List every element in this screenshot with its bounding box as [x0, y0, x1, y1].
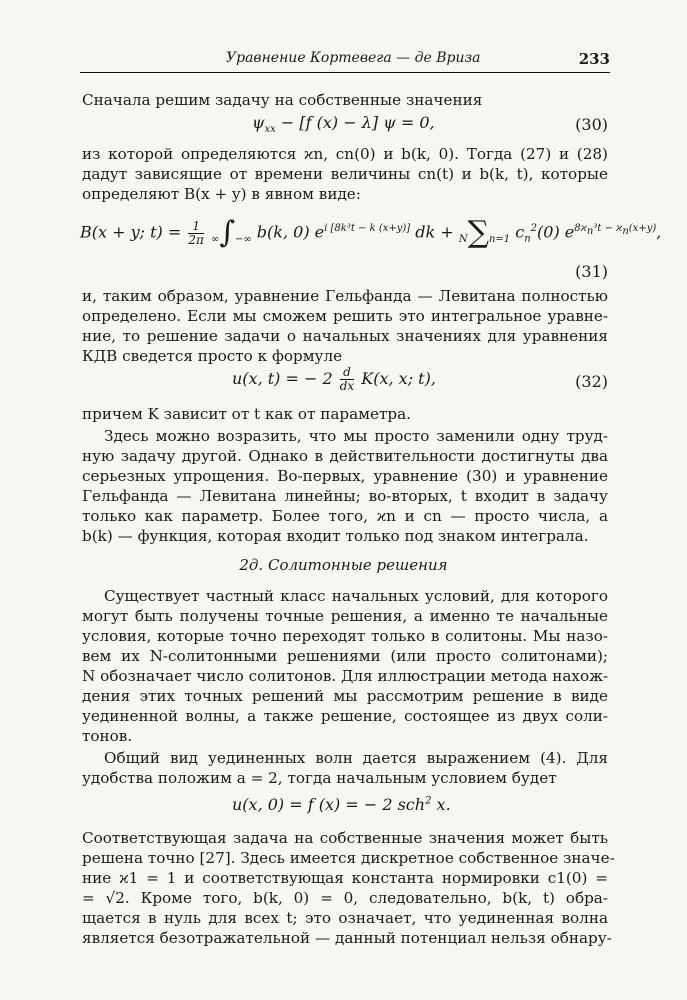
paragraph-line: уединенной волны, а также решение, состоящее из двух соли- — [82, 707, 608, 725]
paragraph-line: определено. Если мы сможем решить это интегральное уравне- — [82, 307, 608, 325]
paragraph-line: щается в нуль для всех t; это означает, что уединенная волна — [82, 909, 608, 927]
paragraph-line: дения этих точных решений мы рассмотрим решение в виде — [82, 687, 608, 705]
paragraph-line: Гельфанда — Левитана линейны; во-вторых, t входит в задачу — [82, 487, 608, 505]
paragraph-line: вем их N-солитонными решениями (или просто солитонами); — [82, 647, 608, 665]
equation-number-31: (31) — [575, 262, 608, 281]
paragraph-line: из которой определяются ϰn, cn(0) и b(k, 0). Тогда (27) и (28) — [82, 145, 608, 163]
paragraph-line: b(k) — функция, которая входит только под знаком интеграла. — [82, 527, 589, 545]
equation-number-32: (32) — [575, 372, 608, 391]
paragraph-line: Сначала решим задачу на собственные значения — [82, 91, 483, 109]
paragraph-line: Существует частный класс начальных условий, для которого — [104, 587, 608, 605]
equation-30: $\psi_{xx} - [f$ (x) − λ] ψ = 0, — [252, 113, 435, 136]
paragraph-line: только как параметр. Более того, ϰn и cn — просто числа, а — [82, 507, 608, 525]
paragraph-line: решена точно [27]. Здесь имеется дискретное собственное значе- — [82, 849, 615, 867]
paragraph-line: N обозначает число солитонов. Для иллюстрации метода нахож- — [82, 667, 609, 685]
paragraph-line: тонов. — [82, 727, 133, 745]
paragraph-line: КДВ сведется просто к формуле — [82, 347, 343, 365]
running-header — [80, 48, 610, 72]
equation-number-30: (30) — [575, 115, 608, 134]
paragraph-line: ную задачу другой. Однако в действительности достигнуты два — [82, 447, 608, 465]
paragraph-line: дадут зависящие от времени величины cn(t) и b(k, t), которые — [82, 165, 608, 183]
equation-32: u(x, t) = − 2 $\frac{d}{dx}$ K(x, x; t), — [232, 365, 436, 393]
paragraph-line: условия, которые точно переходят только в солитоны. Мы назо- — [82, 627, 608, 645]
section-title: 2д. Солитонные решения — [239, 556, 448, 574]
paragraph-line: Общий вид уединенных волн дается выражением (4). Для — [104, 749, 608, 767]
paragraph-line: удобства положим a = 2, тогда начальным условием будет — [82, 769, 557, 787]
paragraph-line: определяют B(x + y) в явном виде: — [82, 185, 361, 203]
equation-initial-condition: u(x, 0) = f (x) = − 2 sch$^2$ x. — [232, 795, 451, 814]
paragraph-line: ние ϰ1 = 1 и соответствующая константа нормировки c1(0) = — [82, 869, 608, 887]
paragraph-line: = √2. Кроме того, b(k, 0) = 0, следовательно, b(k, t) обра- — [82, 889, 608, 907]
paragraph-line: могут быть получены точные решения, а именно те начальные — [82, 607, 608, 625]
paragraph-line: причем K зависит от t как от параметра. — [82, 405, 411, 423]
paragraph-line: Соответствующая задача на собственные значения может быть — [82, 829, 608, 847]
paragraph-line: ние, то решение задачи о начальных значениях для уравнения — [82, 327, 608, 345]
paragraph-line: Здесь можно возразить, что мы просто заменили одну труд- — [104, 427, 608, 445]
paragraph-line: является безотражательной — данный потенциал нельзя обнару- — [82, 929, 612, 947]
header-rule — [80, 72, 610, 73]
page-number: 233 — [578, 50, 610, 68]
equation-31: B(x + y; t) = $\frac{1}{2\pi}$ ∞∫−∞ b(k, 0) $e^{i [8k^3t - k (x+y)]}$ dk + N∑n=1 $c_n^2(0)$ $e^{8ϰ_n^3t - ϰ_n(x+y)}$, — [80, 215, 662, 250]
running-title: Уравнение Кортевега — де Вриза — [226, 50, 481, 66]
paragraph-line: и, таким образом, уравнение Гельфанда — Левитана полностью — [82, 287, 608, 305]
paragraph-line: серьезных упрощения. Во-первых, уравнение (30) и уравнение — [82, 467, 608, 485]
